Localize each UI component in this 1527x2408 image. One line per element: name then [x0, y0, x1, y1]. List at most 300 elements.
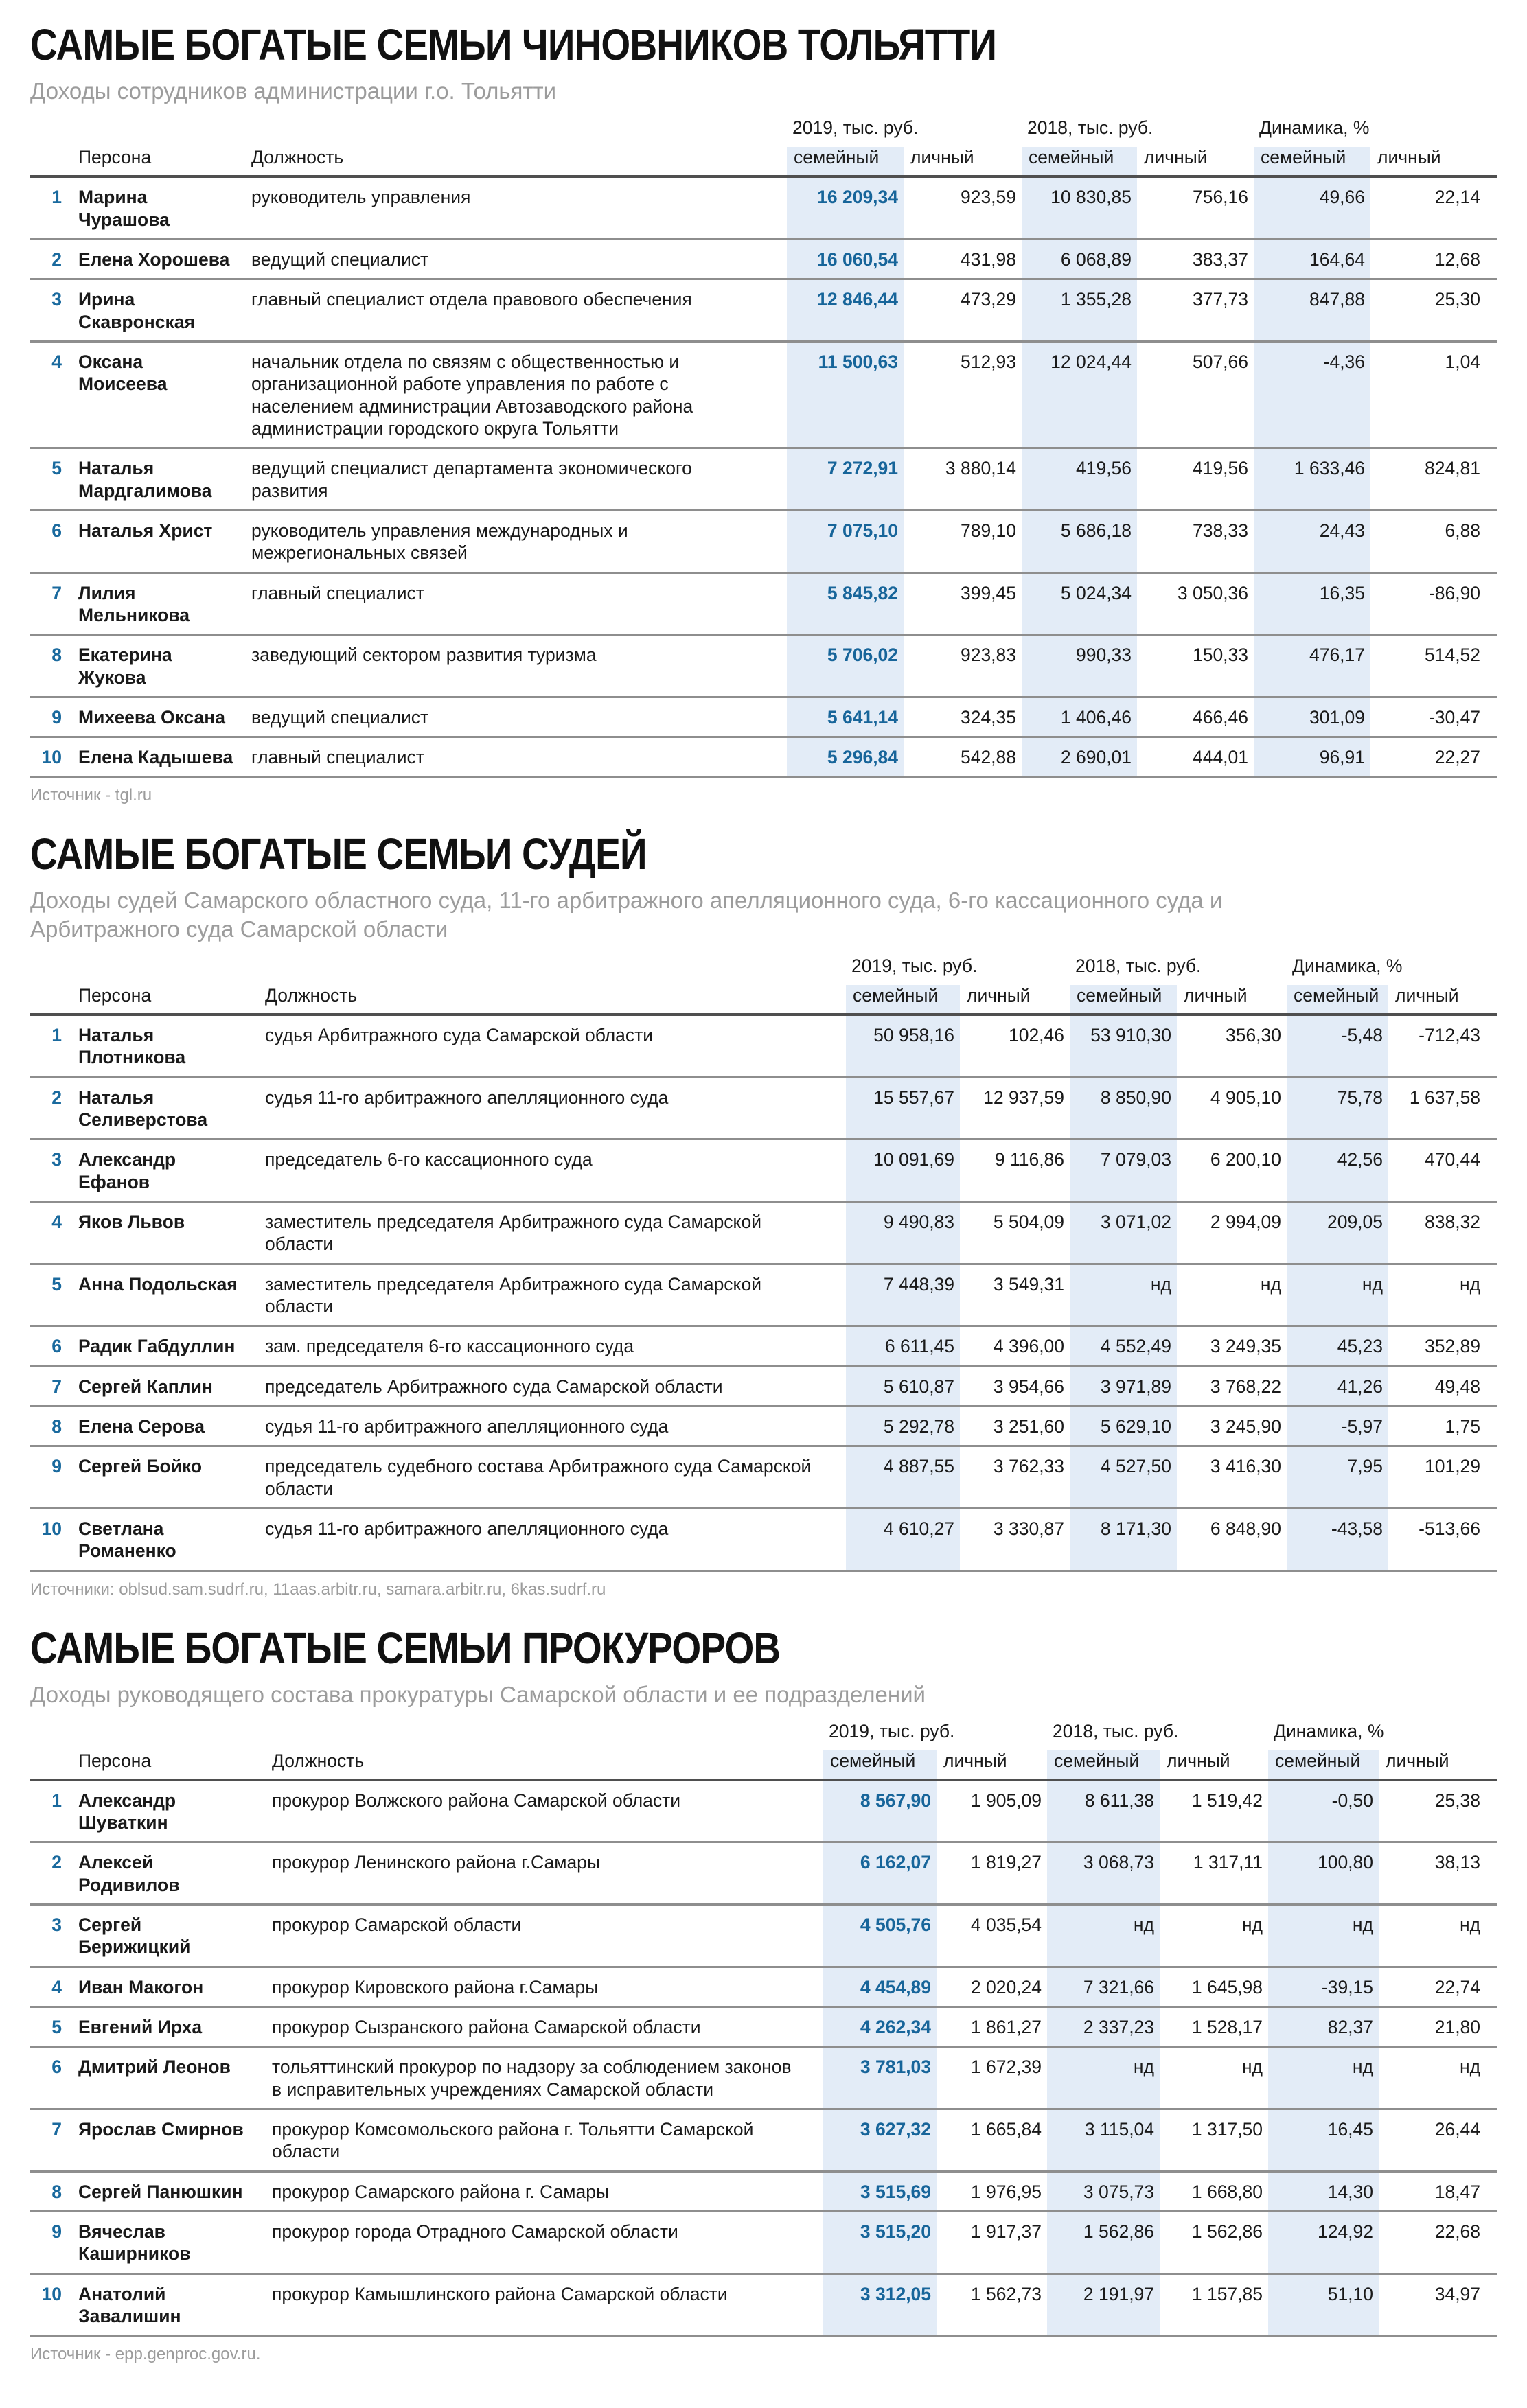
family-2018-value: 5 024,34: [1022, 572, 1137, 635]
judges-income-table: [30, 953, 1497, 1572]
col-family-2019: семейный: [846, 985, 960, 1015]
personal-2018-value: нд: [1160, 2047, 1268, 2109]
rank-number: 8: [30, 1406, 73, 1446]
personal-2018-value: 1 317,50: [1160, 2109, 1268, 2172]
rank-number: 7: [30, 572, 73, 635]
person-position: судья 11-го арбитражного апелляционного суда: [260, 1508, 846, 1571]
col-family-2018: семейный: [1022, 147, 1137, 176]
personal-dynamics-value: 25,30: [1370, 279, 1497, 342]
table-row: [30, 2007, 1497, 2047]
rank-number: 2: [30, 239, 73, 279]
col-personal-2019: личный: [904, 147, 1022, 176]
personal-dynamics-value: нд: [1379, 1905, 1497, 1967]
col-family-2018: семейный: [1047, 1750, 1160, 1780]
person-name: Наталья Плотникова: [73, 1015, 260, 1077]
person-position: прокурор города Отрадного Самарской области: [266, 2212, 823, 2274]
col-family-dyn: семейный: [1287, 985, 1388, 1015]
personal-2018-value: 383,37: [1137, 239, 1254, 279]
table-row: [30, 1446, 1497, 1509]
family-2018-value: 5 629,10: [1070, 1406, 1177, 1446]
family-2019-value: 5 706,02: [787, 635, 904, 697]
family-dynamics-value: 45,23: [1287, 1326, 1388, 1366]
person-name: Екатерина Жукова: [73, 635, 246, 697]
family-dynamics-value: 124,92: [1268, 2212, 1379, 2274]
personal-2018-value: нд: [1160, 1905, 1268, 1967]
personal-2019-value: 1 672,39: [937, 2047, 1047, 2109]
personal-2018-value: нд: [1177, 1264, 1287, 1326]
personal-dynamics-value: 34,97: [1379, 2273, 1497, 2336]
rank-number: 10: [30, 2273, 73, 2336]
family-2019-value: 16 209,34: [787, 176, 904, 239]
personal-2019-value: 4 396,00: [960, 1326, 1070, 1366]
person-name: Марина Чурашова: [73, 176, 246, 239]
personal-dynamics-value: нд: [1388, 1264, 1497, 1326]
person-name: Сергей Панюшкин: [73, 2171, 266, 2211]
personal-dynamics-value: 1,75: [1388, 1406, 1497, 1446]
rank-number: 3: [30, 1139, 73, 1202]
personal-dynamics-value: -30,47: [1370, 697, 1497, 737]
family-2018-value: 990,33: [1022, 635, 1137, 697]
personal-2018-value: 419,56: [1137, 448, 1254, 511]
family-2019-value: 7 075,10: [787, 510, 904, 572]
personal-2019-value: 3 880,14: [904, 448, 1022, 511]
family-dynamics-value: 42,56: [1287, 1139, 1388, 1202]
family-2018-value: 3 068,73: [1047, 1842, 1160, 1905]
family-dynamics-value: -5,48: [1287, 1015, 1388, 1077]
table-row: [30, 2212, 1497, 2274]
personal-2019-value: 4 035,54: [937, 1905, 1047, 1967]
table-header: [30, 1718, 1497, 1780]
table-row: [30, 737, 1497, 777]
family-2018-value: 53 910,30: [1070, 1015, 1177, 1077]
family-2019-value: 12 846,44: [787, 279, 904, 342]
person-name: Наталья Мардгалимова: [73, 448, 246, 511]
family-dynamics-value: 51,10: [1268, 2273, 1379, 2336]
table-row: [30, 510, 1497, 572]
col-personal-2019: личный: [937, 1750, 1047, 1780]
family-2019-value: 5 641,14: [787, 697, 904, 737]
personal-dynamics-value: 470,44: [1388, 1139, 1497, 1202]
person-name: Ярослав Смирнов: [73, 2109, 266, 2172]
personal-dynamics-value: 18,47: [1379, 2171, 1497, 2211]
table-body: [30, 176, 1497, 777]
personal-2018-value: 6 848,90: [1177, 1508, 1287, 1571]
person-position: прокурор Камышлинского района Самарской области: [266, 2273, 823, 2336]
person-position: прокурор Кировского района г.Самары: [266, 1967, 823, 2006]
rank-number: 9: [30, 2212, 73, 2274]
family-2018-value: 12 024,44: [1022, 341, 1137, 448]
rank-number: 4: [30, 341, 73, 448]
person-position: руководитель управления международных и межрегиональных связей: [246, 510, 787, 572]
person-position: заведующий сектором развития туризма: [246, 635, 787, 697]
personal-2018-value: 1 668,80: [1160, 2171, 1268, 2211]
person-position: председатель Арбитражного суда Самарской области: [260, 1366, 846, 1406]
personal-2019-value: 542,88: [904, 737, 1022, 777]
personal-2019-value: 1 976,95: [937, 2171, 1047, 2211]
personal-dynamics-value: 824,81: [1370, 448, 1497, 511]
table-header: [30, 115, 1497, 176]
person-position: главный специалист: [246, 572, 787, 635]
family-2018-value: нд: [1047, 1905, 1160, 1967]
personal-2018-value: 377,73: [1137, 279, 1254, 342]
family-2018-value: 8 850,90: [1070, 1077, 1177, 1139]
col-personal-dyn: личный: [1379, 1750, 1497, 1780]
personal-2018-value: 1 645,98: [1160, 1967, 1268, 2006]
family-2018-value: 3 115,04: [1047, 2109, 1160, 2172]
personal-dynamics-value: 22,68: [1379, 2212, 1497, 2274]
person-name: Сергей Каплин: [73, 1366, 260, 1406]
family-2018-value: 3 971,89: [1070, 1366, 1177, 1406]
col-group-2018: 2018, тыс. руб.: [1053, 1720, 1179, 1741]
person-position: заместитель председателя Арбитражного суда Самарской области: [260, 1201, 846, 1264]
family-2019-value: 5 610,87: [846, 1366, 960, 1406]
family-2019-value: 6 162,07: [823, 1842, 937, 1905]
person-name: Елена Кадышева: [73, 737, 246, 777]
rank-number: 6: [30, 1326, 73, 1366]
table-row: [30, 1780, 1497, 1842]
person-position: главный специалист отдела правового обеспечения: [246, 279, 787, 342]
family-2018-value: 6 068,89: [1022, 239, 1137, 279]
table-body: [30, 1015, 1497, 1571]
section-subtitle: Доходы руководящего состава прокуратуры Самарской области и ее подразделений: [30, 1681, 926, 1707]
col-group-2019: 2019, тыс. руб.: [829, 1720, 955, 1741]
col-family-2019: семейный: [787, 147, 904, 176]
person-position: председатель судебного состава Арбитражного суда Самарской области: [260, 1446, 846, 1509]
personal-dynamics-value: 22,27: [1370, 737, 1497, 777]
personal-dynamics-value: 49,48: [1388, 1366, 1497, 1406]
rank-number: 9: [30, 1446, 73, 1509]
rank-number: 2: [30, 1842, 73, 1905]
personal-2019-value: 1 861,27: [937, 2007, 1047, 2047]
rank-number: 6: [30, 510, 73, 572]
source-note: Источник - epp.genproc.gov.ru.: [30, 2345, 261, 2364]
family-dynamics-value: 7,95: [1287, 1446, 1388, 1509]
person-position: тольяттинский прокурор по надзору за соблюдением законов в исправительных учреждениях Самарской области: [266, 2047, 823, 2109]
table-row: [30, 1842, 1497, 1905]
family-2019-value: 3 781,03: [823, 2047, 937, 2109]
family-2018-value: 2 690,01: [1022, 737, 1137, 777]
table-row: [30, 1366, 1497, 1406]
table-row: [30, 1326, 1497, 1366]
section-subtitle: Доходы судей Самарского областного суда, 11-го арбитражного апелляционного суда, 6-го кассационного суда и Арбитражного суда Самарской области: [30, 888, 1223, 942]
family-dynamics-value: -4,36: [1254, 341, 1370, 448]
family-2019-value: 4 454,89: [823, 1967, 937, 2006]
family-dynamics-value: 164,64: [1254, 239, 1370, 279]
section-judges: [30, 829, 1497, 1599]
personal-2018-value: 1 317,11: [1160, 1842, 1268, 1905]
person-name: Дмитрий Леонов: [73, 2047, 266, 2109]
col-personal-2019: личный: [960, 985, 1070, 1015]
person-name: Вячеслав Каширников: [73, 2212, 266, 2274]
person-position: прокурор Самарского района г. Самары: [266, 2171, 823, 2211]
rank-number: 10: [30, 737, 73, 777]
personal-2019-value: 2 020,24: [937, 1967, 1047, 2006]
rank-header: [30, 147, 73, 176]
rank-number: 8: [30, 635, 73, 697]
person-name: Евгений Ирха: [73, 2007, 266, 2047]
personal-2019-value: 324,35: [904, 697, 1022, 737]
col-group-dynamics: Динамика, %: [1274, 1720, 1384, 1741]
table-row: [30, 2171, 1497, 2211]
col-personal-dyn: личный: [1388, 985, 1497, 1015]
col-group-2018: 2018, тыс. руб.: [1075, 955, 1202, 976]
person-name: Оксана Моисеева: [73, 341, 246, 448]
personal-2019-value: 1 562,73: [937, 2273, 1047, 2336]
personal-2019-value: 512,93: [904, 341, 1022, 448]
table-row: [30, 1905, 1497, 1967]
personal-dynamics-value: -513,66: [1388, 1508, 1497, 1571]
person-name: Анатолий Завалишин: [73, 2273, 266, 2336]
person-name: Елена Серова: [73, 1406, 260, 1446]
person-name: Иван Макогон: [73, 1967, 266, 2006]
family-2019-value: 5 845,82: [787, 572, 904, 635]
family-dynamics-value: нд: [1268, 2047, 1379, 2109]
family-dynamics-value: 41,26: [1287, 1366, 1388, 1406]
person-name: Светлана Романенко: [73, 1508, 260, 1571]
person-position: ведущий специалист: [246, 697, 787, 737]
family-2019-value: 16 060,54: [787, 239, 904, 279]
col-group-dynamics: Динамика, %: [1259, 117, 1370, 139]
person-position: прокурор Комсомольского района г. Тольятти Самарской области: [266, 2109, 823, 2172]
source-note: Источники: oblsud.sam.sudrf.ru, 11aas.arbitr.ru, samara.arbitr.ru, 6kas.sudrf.ru: [30, 1579, 606, 1599]
personal-2018-value: 2 994,09: [1177, 1201, 1287, 1264]
family-2019-value: 7 272,91: [787, 448, 904, 511]
family-dynamics-value: -5,97: [1287, 1406, 1388, 1446]
rank-number: 7: [30, 1366, 73, 1406]
personal-2018-value: 150,33: [1137, 635, 1254, 697]
family-2018-value: 8 171,30: [1070, 1508, 1177, 1571]
source-note: Источник - tgl.ru: [30, 786, 152, 805]
col-family-2019: семейный: [823, 1750, 937, 1780]
rank-number: 10: [30, 1508, 73, 1571]
family-2019-value: 3 515,20: [823, 2212, 937, 2274]
family-2019-value: 15 557,67: [846, 1077, 960, 1139]
page-title: САМЫЕ БОГАТЫЕ СЕМЬИ СУДЕЙ: [30, 829, 647, 879]
family-dynamics-value: -39,15: [1268, 1967, 1379, 2006]
personal-2019-value: 102,46: [960, 1015, 1070, 1077]
personal-2018-value: 3 249,35: [1177, 1326, 1287, 1366]
personal-2019-value: 1 665,84: [937, 2109, 1047, 2172]
group-header-row: [30, 953, 1497, 985]
personal-2019-value: 3 954,66: [960, 1366, 1070, 1406]
group-header-row: [30, 1718, 1497, 1750]
col-personal-2018: личный: [1177, 985, 1287, 1015]
section-officials: [30, 19, 1497, 805]
family-dynamics-value: нд: [1268, 1905, 1379, 1967]
col-group-2018: 2018, тыс. руб.: [1027, 117, 1153, 139]
rank-header: [30, 1750, 73, 1780]
family-2019-value: 4 887,55: [846, 1446, 960, 1509]
personal-2018-value: 756,16: [1137, 176, 1254, 239]
table-row: [30, 1264, 1497, 1326]
personal-dynamics-value: -86,90: [1370, 572, 1497, 635]
person-name: Михеева Оксана: [73, 697, 246, 737]
family-2019-value: 4 505,76: [823, 1905, 937, 1967]
col-persona: Персона: [73, 1750, 266, 1780]
rank-number: 2: [30, 1077, 73, 1139]
personal-dynamics-value: -712,43: [1388, 1015, 1497, 1077]
col-persona: Персона: [73, 147, 246, 176]
personal-dynamics-value: 22,74: [1379, 1967, 1497, 2006]
personal-dynamics-value: 1 637,58: [1388, 1077, 1497, 1139]
personal-dynamics-value: 6,88: [1370, 510, 1497, 572]
personal-dynamics-value: 514,52: [1370, 635, 1497, 697]
person-name: Александр Шуваткин: [73, 1780, 266, 1842]
personal-dynamics-value: 838,32: [1388, 1201, 1497, 1264]
group-spacer: [30, 1718, 823, 1750]
personal-2018-value: 3 768,22: [1177, 1366, 1287, 1406]
personal-2018-value: 4 905,10: [1177, 1077, 1287, 1139]
personal-2019-value: 3 549,31: [960, 1264, 1070, 1326]
person-position: судья 11-го арбитражного апелляционного суда: [260, 1406, 846, 1446]
family-2019-value: 5 296,84: [787, 737, 904, 777]
personal-2018-value: 1 528,17: [1160, 2007, 1268, 2047]
family-2018-value: 4 552,49: [1070, 1326, 1177, 1366]
personal-dynamics-value: 101,29: [1388, 1446, 1497, 1509]
personal-2019-value: 3 251,60: [960, 1406, 1070, 1446]
personal-2019-value: 12 937,59: [960, 1077, 1070, 1139]
person-name: Радик Габдуллин: [73, 1326, 260, 1366]
table-row: [30, 572, 1497, 635]
rank-number: 4: [30, 1967, 73, 2006]
person-position: прокурор Волжского района Самарской области: [266, 1780, 823, 1842]
person-position: прокурор Сызранского района Самарской области: [266, 2007, 823, 2047]
table-header: [30, 953, 1497, 1015]
personal-dynamics-value: 21,80: [1379, 2007, 1497, 2047]
table-row: [30, 635, 1497, 697]
rank-number: 6: [30, 2047, 73, 2109]
page-title: САМЫЕ БОГАТЫЕ СЕМЬИ ЧИНОВНИКОВ ТОЛЬЯТТИ: [30, 20, 997, 69]
personal-dynamics-value: 1,04: [1370, 341, 1497, 448]
family-2019-value: 3 515,69: [823, 2171, 937, 2211]
table-row: [30, 1508, 1497, 1571]
personal-dynamics-value: 38,13: [1379, 1842, 1497, 1905]
person-name: Наталья Христ: [73, 510, 246, 572]
person-position: судья 11-го арбитражного апелляционного суда: [260, 1077, 846, 1139]
col-personal-dyn: личный: [1370, 147, 1497, 176]
table-row: [30, 1201, 1497, 1264]
table-body: [30, 1780, 1497, 2336]
family-dynamics-value: 16,45: [1268, 2109, 1379, 2172]
family-dynamics-value: 75,78: [1287, 1077, 1388, 1139]
personal-2019-value: 923,83: [904, 635, 1022, 697]
family-2018-value: 10 830,85: [1022, 176, 1137, 239]
rank-number: 9: [30, 697, 73, 737]
rank-number: 3: [30, 279, 73, 342]
person-position: главный специалист: [246, 737, 787, 777]
col-position: Должность: [266, 1750, 823, 1780]
personal-2019-value: 789,10: [904, 510, 1022, 572]
personal-2019-value: 473,29: [904, 279, 1022, 342]
personal-2018-value: 1 562,86: [1160, 2212, 1268, 2274]
personal-2019-value: 431,98: [904, 239, 1022, 279]
col-position: Должность: [246, 147, 787, 176]
rank-number: 8: [30, 2171, 73, 2211]
family-dynamics-value: 49,66: [1254, 176, 1370, 239]
person-name: Сергей Бойко: [73, 1446, 260, 1509]
person-name: Лилия Мельникова: [73, 572, 246, 635]
group-spacer: [30, 953, 846, 985]
col-group-2019: 2019, тыс. руб.: [792, 117, 919, 139]
family-2019-value: 6 611,45: [846, 1326, 960, 1366]
rank-header: [30, 985, 73, 1015]
column-header-row: [30, 985, 1497, 1015]
person-name: Ирина Скавронская: [73, 279, 246, 342]
family-dynamics-value: 1 633,46: [1254, 448, 1370, 511]
personal-2019-value: 3 762,33: [960, 1446, 1070, 1509]
personal-2018-value: 3 416,30: [1177, 1446, 1287, 1509]
page-title: САМЫЕ БОГАТЫЕ СЕМЬИ ПРОКУРОРОВ: [30, 1623, 781, 1673]
rank-number: 1: [30, 1015, 73, 1077]
group-spacer: [30, 115, 787, 147]
col-group-dynamics: Динамика, %: [1292, 955, 1403, 976]
personal-2019-value: 923,59: [904, 176, 1022, 239]
family-2018-value: 7 079,03: [1070, 1139, 1177, 1202]
family-dynamics-value: -43,58: [1287, 1508, 1388, 1571]
person-name: Александр Ефанов: [73, 1139, 260, 1202]
personal-2019-value: 9 116,86: [960, 1139, 1070, 1202]
personal-2018-value: 3 050,36: [1137, 572, 1254, 635]
family-2018-value: 7 321,66: [1047, 1967, 1160, 2006]
col-family-dyn: семейный: [1254, 147, 1370, 176]
col-position: Должность: [260, 985, 846, 1015]
family-2019-value: 10 091,69: [846, 1139, 960, 1202]
family-2018-value: 1 406,46: [1022, 697, 1137, 737]
personal-2019-value: 5 504,09: [960, 1201, 1070, 1264]
person-position: зам. председателя 6-го кассационного суда: [260, 1326, 846, 1366]
personal-dynamics-value: 25,38: [1379, 1780, 1497, 1842]
personal-2019-value: 1 905,09: [937, 1780, 1047, 1842]
personal-2019-value: 3 330,87: [960, 1508, 1070, 1571]
rank-number: 5: [30, 2007, 73, 2047]
family-2018-value: 2 191,97: [1047, 2273, 1160, 2336]
table-row: [30, 1967, 1497, 2006]
family-2019-value: 3 312,05: [823, 2273, 937, 2336]
table-row: [30, 448, 1497, 511]
personal-dynamics-value: 26,44: [1379, 2109, 1497, 2172]
family-dynamics-value: 96,91: [1254, 737, 1370, 777]
rank-number: 1: [30, 176, 73, 239]
table-row: [30, 239, 1497, 279]
personal-2018-value: 6 200,10: [1177, 1139, 1287, 1202]
family-2018-value: 4 527,50: [1070, 1446, 1177, 1509]
personal-dynamics-value: 352,89: [1388, 1326, 1497, 1366]
personal-2018-value: 1 519,42: [1160, 1780, 1268, 1842]
personal-2018-value: 507,66: [1137, 341, 1254, 448]
personal-2018-value: 356,30: [1177, 1015, 1287, 1077]
person-position: начальник отдела по связям с общественностью и организационной работе управления по работе с населением администрации Автозаводского района администрации городского округа Тольятти: [246, 341, 787, 448]
col-personal-2018: личный: [1160, 1750, 1268, 1780]
family-2018-value: 2 337,23: [1047, 2007, 1160, 2047]
table-row: [30, 2047, 1497, 2109]
family-2018-value: 5 686,18: [1022, 510, 1137, 572]
family-2018-value: 8 611,38: [1047, 1780, 1160, 1842]
family-dynamics-value: 100,80: [1268, 1842, 1379, 1905]
person-position: ведущий специалист: [246, 239, 787, 279]
personal-2019-value: 1 917,37: [937, 2212, 1047, 2274]
family-2019-value: 3 627,32: [823, 2109, 937, 2172]
col-persona: Персона: [73, 985, 260, 1015]
person-name: Елена Хорошева: [73, 239, 246, 279]
family-2019-value: 50 958,16: [846, 1015, 960, 1077]
family-2019-value: 5 292,78: [846, 1406, 960, 1446]
family-2019-value: 7 448,39: [846, 1264, 960, 1326]
table-row: [30, 697, 1497, 737]
family-dynamics-value: 14,30: [1268, 2171, 1379, 2211]
family-dynamics-value: 301,09: [1254, 697, 1370, 737]
family-2019-value: 9 490,83: [846, 1201, 960, 1264]
table-row: [30, 279, 1497, 342]
